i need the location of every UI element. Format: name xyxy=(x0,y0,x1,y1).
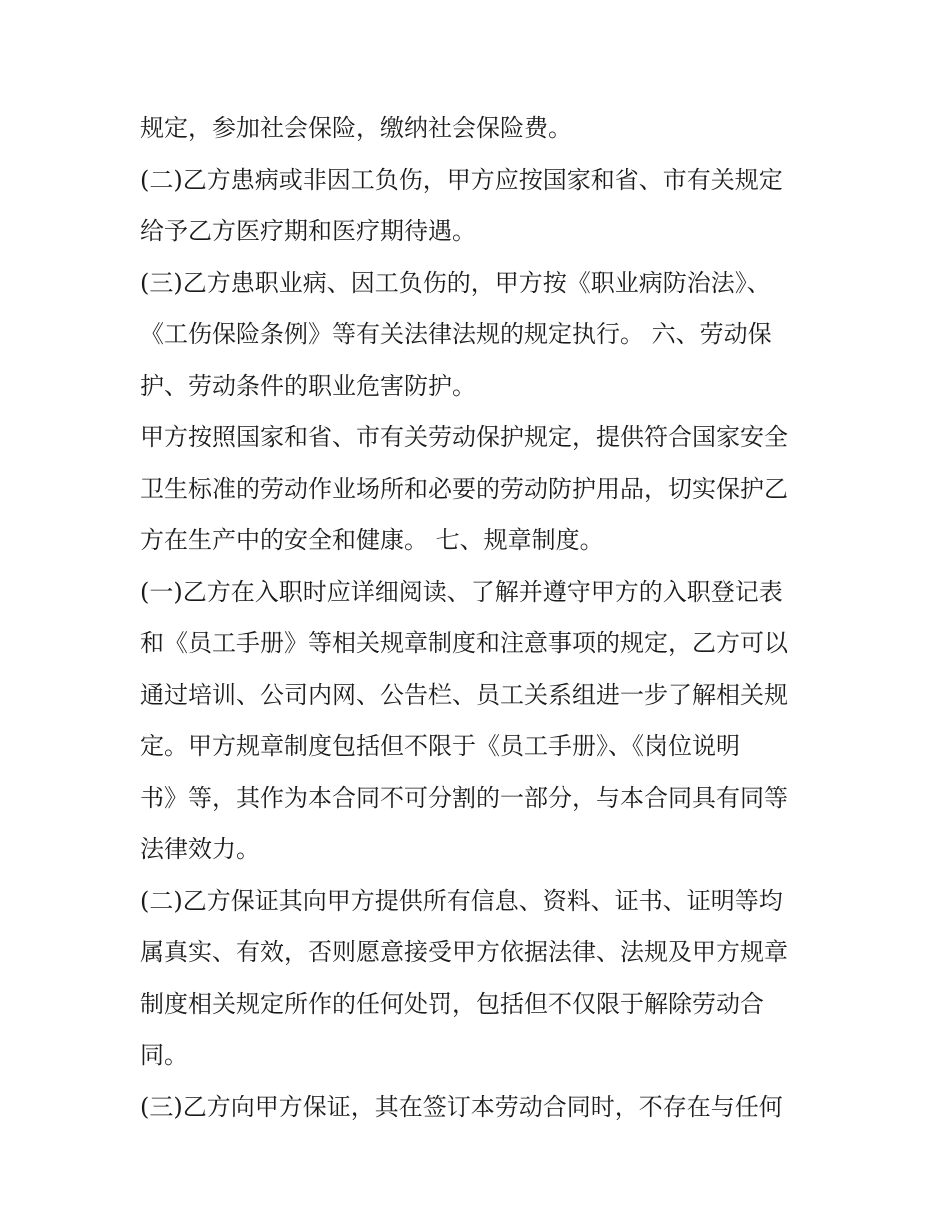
text-line: (三)乙方向甲方保证，其在签订本劳动合同时，不存在与任何 xyxy=(140,1093,783,1121)
text-line: 《工伤保险条例》等有关法律法规的规定执行。 六、劳动保 xyxy=(140,320,772,348)
text-line: 方在生产中的安全和健康。 七、规章制度。 xyxy=(140,526,604,554)
text-line: 制度相关规定所作的任何处罚，包括但不仅限于解除劳动合 xyxy=(140,990,764,1018)
text-line: (一)乙方在入职时应详细阅读、了解并遵守甲方的入职登记表 xyxy=(140,578,783,606)
text-line: (二)乙方患病或非因工负伤，甲方应按国家和省、市有关规定 xyxy=(140,166,783,194)
text-line: 护、劳动条件的职业危害防护。 xyxy=(140,372,476,400)
text-line: 给予乙方医疗期和医疗期待遇。 xyxy=(140,217,476,245)
text-line: 通过培训、公司内网、公告栏、员工关系组进一步了解相关规 xyxy=(140,681,788,709)
text-line: (三)乙方患职业病、因工负伤的，甲方按《职业病防治法》、 xyxy=(140,269,771,297)
text-line: 和《员工手册》等相关规章制度和注意事项的规定，乙方可以 xyxy=(140,629,788,657)
text-line: (二)乙方保证其向甲方提供所有信息、资料、证书、证明等均 xyxy=(140,887,783,915)
text-line: 甲方按照国家和省、市有关劳动保护规定，提供符合国家安全 xyxy=(140,423,788,451)
text-line: 规定，参加社会保险，缴纳社会保险费。 xyxy=(140,114,572,142)
text-line: 书》等，其作为本合同不可分割的一部分，与本合同具有同等 xyxy=(140,784,788,812)
text-line: 法律效力。 xyxy=(140,835,260,863)
text-line: 同。 xyxy=(140,1041,188,1069)
text-line: 定。甲方规章制度包括但不限于《员工手册》、《岗位说明 xyxy=(140,732,740,760)
text-line: 属真实、有效，否则愿意接受甲方依据法律、法规及甲方规章 xyxy=(140,938,788,966)
text-line: 卫生标准的劳动作业场所和必要的劳动防护用品，切实保护乙 xyxy=(140,475,788,503)
